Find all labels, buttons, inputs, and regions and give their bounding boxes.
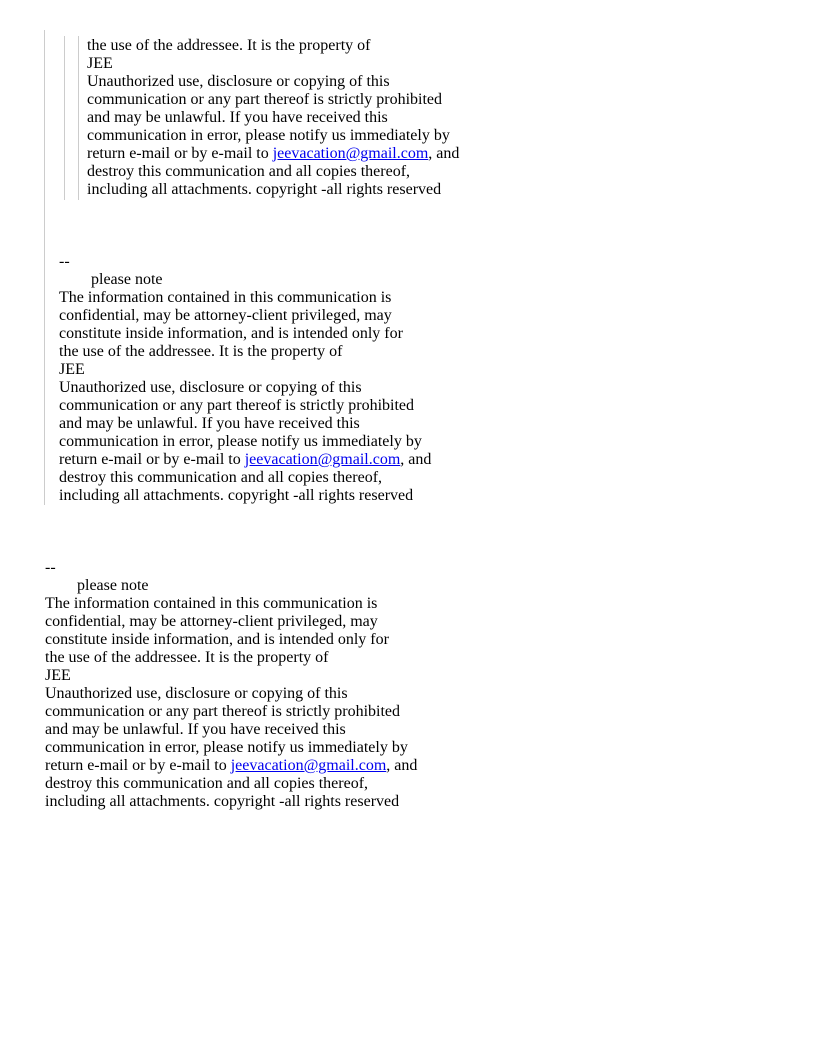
please-note-label: please note xyxy=(91,271,163,288)
disclaimer-line: the use of the addressee. It is the property of xyxy=(59,343,343,360)
please-note-label: please note xyxy=(77,577,149,594)
disclaimer-line: including all attachments. copyright -all rights reserved xyxy=(45,793,400,810)
signature-separator: -- xyxy=(59,253,70,270)
disclaimer-line: JEE xyxy=(45,667,71,684)
return-suffix: , and xyxy=(428,145,460,162)
return-prefix: return e-mail or by e-mail to xyxy=(59,451,245,468)
quoted-disclaimer-middle xyxy=(59,253,431,505)
disclaimer-line: confidential, may be attorney-client privileged, may xyxy=(45,613,378,630)
disclaimer-return-line xyxy=(87,145,459,163)
disclaimer-line: and may be unlawful. If you have received this xyxy=(87,109,388,126)
return-prefix: return e-mail or by e-mail to xyxy=(87,145,273,162)
email-link[interactable]: jeevacation@gmail.com xyxy=(272,145,429,162)
return-prefix: return e-mail or by e-mail to xyxy=(45,757,231,774)
disclaimer-line: communication or any part thereof is strictly prohibited xyxy=(45,703,401,720)
disclaimer-return-line xyxy=(59,451,431,469)
return-suffix: , and xyxy=(386,757,418,774)
email-link[interactable]: jeevacation@gmail.com xyxy=(230,757,387,774)
disclaimer-line: destroy this communication and all copies thereof, xyxy=(59,469,383,486)
disclaimer-line: The information contained in this communication is xyxy=(45,595,378,612)
disclaimer-line: constitute inside information, and is intended only for xyxy=(45,631,389,648)
disclaimer-line: communication in error, please notify us immediately by xyxy=(59,433,422,450)
disclaimer-line: JEE xyxy=(59,361,85,378)
disclaimer-line: communication or any part thereof is strictly prohibited xyxy=(59,397,415,414)
disclaimer-return-line xyxy=(45,757,417,775)
disclaimer-line: Unauthorized use, disclosure or copying of this xyxy=(87,73,390,90)
disclaimer-line: destroy this communication and all copies thereof, xyxy=(87,163,411,180)
disclaimer-line: destroy this communication and all copies thereof, xyxy=(45,775,369,792)
disclaimer-line: Unauthorized use, disclosure or copying of this xyxy=(59,379,362,396)
disclaimer-line: the use of the addressee. It is the property of xyxy=(87,37,371,54)
disclaimer-line: communication in error, please notify us immediately by xyxy=(87,127,450,144)
disclaimer-line: and may be unlawful. If you have received this xyxy=(45,721,346,738)
signature-separator: -- xyxy=(45,559,56,576)
disclaimer-line: confidential, may be attorney-client privileged, may xyxy=(59,307,392,324)
disclaimer-line: including all attachments. copyright -all rights reserved xyxy=(59,487,414,504)
quote-bar-level-2 xyxy=(64,36,75,200)
disclaimer-line: communication in error, please notify us immediately by xyxy=(45,739,408,756)
disclaimer-line: constitute inside information, and is intended only for xyxy=(59,325,403,342)
disclaimer-line: The information contained in this communication is xyxy=(59,289,392,306)
disclaimer-line: and may be unlawful. If you have received this xyxy=(59,415,360,432)
disclaimer-line: the use of the addressee. It is the property of xyxy=(45,649,329,666)
return-suffix: , and xyxy=(400,451,432,468)
disclaimer-line: communication or any part thereof is strictly prohibited xyxy=(87,91,443,108)
quoted-disclaimer-top xyxy=(87,37,459,199)
email-link[interactable]: jeevacation@gmail.com xyxy=(244,451,401,468)
disclaimer-line: including all attachments. copyright -all rights reserved xyxy=(87,181,442,198)
disclaimer-line: Unauthorized use, disclosure or copying of this xyxy=(45,685,348,702)
disclaimer-signature xyxy=(45,559,417,811)
disclaimer-line: JEE xyxy=(87,55,113,72)
